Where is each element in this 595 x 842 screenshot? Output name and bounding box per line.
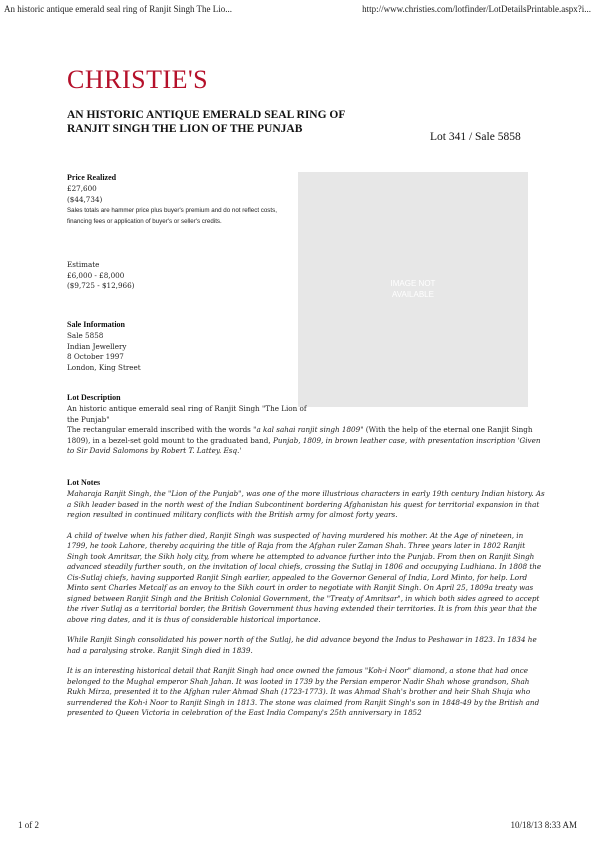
lot-description-body-c: Punjab, 1809, in brown leather case, with presentation inscription 'Given to Sir David Salomons by Robert T. Lattey. Esq.': [67, 435, 541, 455]
page-number: 1 of 2: [18, 820, 39, 830]
lot-notes-paragraph: It is an interesting historical detail that Ranjit Singh had once owned the famous "Koh-i Noor" diamond, a stone that had once belonged to the Mughal emperor Shah Jahan. It was looted in 1739 by the Persian emperor Nadir Shah whose grandson, Shah Rukh Mirza, presented it to the Afghan ruler Ahmad Shah (1723-1773). It was Ahmad Shah's brother and heir Shah Shuja who surrendered the Koh-i Noor to Ranjit Singh in 1813. The stone was claimed from Ranjit Singh's son in 1848-49 by the British and presented to Queen Victoria in celebration of the East India Company's 25th anniversary in 1852: [67, 666, 540, 717]
sale-name: Indian Jewellery: [67, 341, 127, 351]
page-title: An historic antique emerald seal ring of Ranjit Singh The Lio...: [4, 4, 233, 14]
lot-description-heading: Lot Description: [67, 393, 121, 402]
print-timestamp: 10/18/13 8:33 AM: [510, 820, 577, 830]
image-placeholder-line2: AVAILABLE: [392, 290, 434, 299]
sale-date: 8 October 1997: [67, 352, 124, 361]
christies-logo: CHRISTIE'S: [67, 65, 209, 94]
price-gbp: £27,600: [67, 184, 97, 193]
lot-sale-number: Lot 341 / Sale 5858: [430, 131, 521, 143]
estimate-section: [67, 260, 292, 292]
price-realized-section: [67, 173, 292, 227]
lot-description-body-b: (With the help of the eternal one Ranjit Singh 1809), in a bezel-set gold mount to the graduated band,: [67, 425, 533, 445]
lot-image-placeholder: [298, 172, 528, 407]
image-not-available-text: [298, 278, 528, 300]
lot-notes-paragraph: Maharaja Ranjit Singh, the "Lion of the Punjab", was one of the more illustrious characters in early 19th century Indian history. As a Sikh leader based in the north west of the Indian Subcontinent bordering Afghanistan his quest for territorial expansion in that region resulted in continued military conflicts with the British army for almost forty years.: [67, 489, 545, 519]
price-note: Sales totals are hammer price plus buyer's premium and do not reflect costs, financing fees or application of buyer's or seller's credits.: [67, 207, 277, 225]
lot-title: AN HISTORIC ANTIQUE EMERALD SEAL RING OF RANJIT SINGH THE LION OF THE PUNJAB: [67, 109, 345, 135]
sale-information-section: [67, 320, 292, 373]
lot-description-body-a: The rectangular emerald inscribed with the words: [67, 425, 254, 434]
lot-notes-paragraph: A child of twelve when his father died, Ranjit Singh was suspected of having murdered his mother. At the Age of nineteen, in 1799, he took Lahore, thereby acquiring the title of Raja from the Afghan ruler Zaman Shah. Three years later in 1802 Ranjit Singh took Amritsar, the Sikh holy city, from where he attempted to advance further into the Punjab. From then on Ranjit Singh advanced steadily further south, on the invitation of local chiefs, crossing the Sutlaj in 1806 and occupying Ludhiana. In 1808 the Cis-Sutlaj chiefs, having supported Ranjit Singh earlier, appealed to the Governor General of India, Lord Minto, for help. Lord Minto sent Charles Metcalf as an envoy to the Sikh court in order to negotiate with Ranjit Singh. On April 25, 1809a treaty was signed between Ranjit Singh and the British Colonial Government, the "Treaty of Amritsar", in which both sides agreed to accept the river Sutlaj as a territorial border, the British Government thus having extended their territories. It is from this year that the above ring dates, and it is thus of considerable historical importance.: [67, 530, 542, 624]
print-header: [4, 4, 591, 18]
lot-notes-section: [67, 478, 545, 729]
lot-notes-heading: Lot Notes: [67, 478, 101, 487]
sale-information-heading: Sale Information: [67, 320, 125, 329]
estimate-gbp: £6,000 - £8,000: [67, 270, 125, 280]
lot-description-body: [67, 425, 545, 457]
lot-description-inscription: "a kal sahai ranjit singh 1809": [253, 425, 364, 434]
page-url: http://www.christies.com/lotfinder/LotDetailsPrintable.aspx?i...: [362, 4, 591, 14]
sale-location: London, King Street: [67, 362, 141, 372]
price-realized-heading: Price Realized: [67, 173, 117, 182]
price-usd: ($44,734): [67, 194, 103, 204]
lot-notes-paragraph: While Ranjit Singh consolidated his power north of the Sutlaj, he did advance beyond the Indus to Peshawar in 1823. In 1834 he had a paralysing stroke. Ranjit Singh died in 1839.: [67, 635, 537, 655]
image-placeholder-line1: IMAGE NOT: [390, 279, 436, 288]
sale-number: Sale 5858: [67, 331, 104, 340]
print-footer: [4, 820, 591, 832]
lot-description-section: [67, 393, 545, 457]
estimate-heading: Estimate: [67, 260, 100, 269]
lot-description-short: An historic antique emerald seal ring of Ranjit Singh "The Lion of the Punjab": [67, 404, 307, 424]
estimate-usd: ($9,725 - $12,966): [67, 281, 135, 290]
